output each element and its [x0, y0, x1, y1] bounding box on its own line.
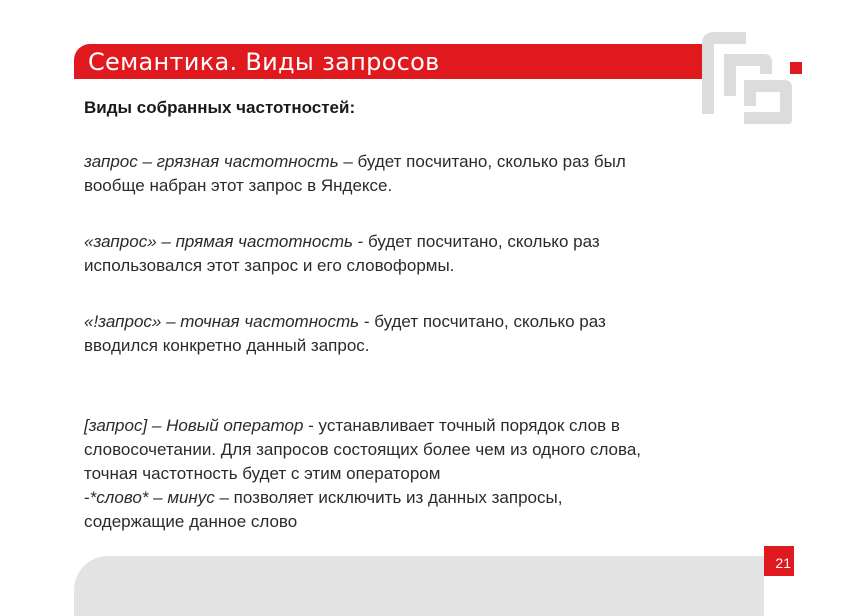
- item-description: - будет посчитано, сколько раз: [352, 232, 600, 251]
- frequency-item-exact: [84, 310, 764, 358]
- item-type: прямая частотность: [175, 232, 353, 251]
- item-description: – будет посчитано, сколько раз был: [338, 152, 626, 171]
- item-line-1: [84, 310, 764, 334]
- subtitle: Виды собранных частотностей:: [84, 98, 356, 117]
- minus-description: – позволяет исключить из данных запросы,: [214, 488, 563, 507]
- item-term: «!запрос»: [84, 312, 162, 331]
- operators-block: [84, 414, 764, 534]
- item-line-2: использовался этот запрос и его словоформы.: [84, 256, 455, 275]
- item-dash: –: [137, 152, 157, 171]
- page-number-label: 21: [775, 555, 791, 571]
- item-line-2: вводился конкретно данный запрос.: [84, 336, 370, 355]
- operator-dash: –: [147, 416, 167, 435]
- page-number: [764, 546, 794, 576]
- footer-decoration: [74, 556, 764, 616]
- item-term: запрос: [84, 152, 138, 171]
- minus-term: *слово*: [89, 488, 149, 507]
- operator-type: Новый оператор: [166, 416, 304, 435]
- item-dash: –: [161, 312, 181, 331]
- minus-dash: –: [148, 488, 168, 507]
- minus-type: минус: [167, 488, 215, 507]
- item-description: - будет посчитано, сколько раз: [359, 312, 606, 331]
- company-logo-icon: [694, 24, 804, 128]
- operator-line-1: [84, 414, 764, 438]
- item-line-1: [84, 230, 764, 254]
- operator-description: - устанавливает точный порядок слов в: [303, 416, 620, 435]
- title-bar: [74, 44, 704, 79]
- operator-line-3: точная частотность будет с этим оператором: [84, 464, 441, 483]
- slide-title: Семантика. Виды запросов: [88, 48, 440, 76]
- item-type: точная частотность: [180, 312, 360, 331]
- operator-term: [запрос]: [84, 416, 148, 435]
- item-term: «запрос»: [84, 232, 157, 251]
- item-line-1: [84, 150, 764, 174]
- operator-line-2: словосочетании. Для запросов состоящих более чем из одного слова,: [84, 440, 642, 459]
- minus-line-1: [84, 486, 764, 510]
- minus-prefix: -: [84, 488, 90, 507]
- frequency-item-dirty: [84, 150, 764, 198]
- frequency-item-direct: [84, 230, 764, 278]
- item-line-2: вообще набран этот запрос в Яндексе.: [84, 176, 393, 195]
- item-dash: –: [156, 232, 176, 251]
- item-type: грязная частотность: [156, 152, 339, 171]
- minus-line-2: содержащие данное слово: [84, 512, 298, 531]
